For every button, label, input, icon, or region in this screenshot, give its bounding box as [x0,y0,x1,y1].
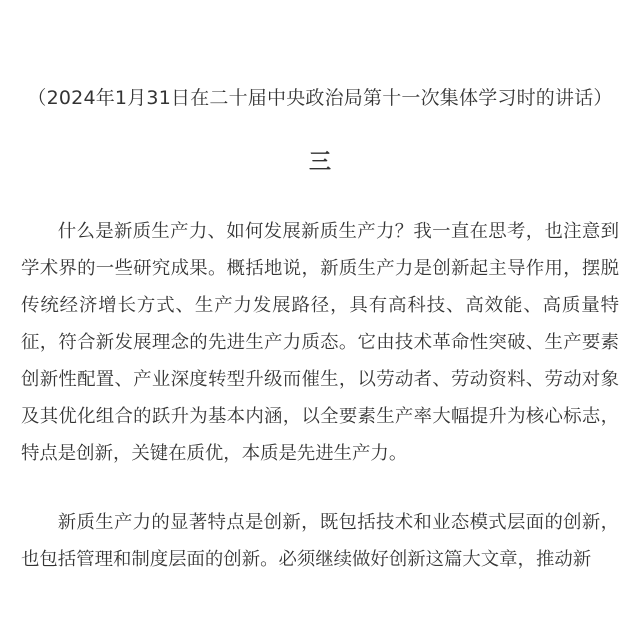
article-body [21,213,619,610]
paragraph-1: 什么是新质生产力、如何发展新质生产力？我一直在思考，也注意到学术界的一些研究成果。概括地说，新质生产力是创新起主导作用，摆脱传统经济增长方式、生产力发展路径，具有高科技、高效能、高质量特征，符合新发展理念的先进生产力质态。它由技术革命性突破、生产要素创新性配置、产业深度转型升级而催生，以劳动者、劳动资料、劳动对象及其优化组合的跃升为基本内涵，以全要素生产率大幅提升为核心标志，特点是创新，关键在质优，本质是先进生产力。 [21,221,619,464]
article-subtitle: （2024年1月31日在二十届中央政治局第十一次集体学习时的讲话） [27,87,613,109]
paragraph-2: 新质生产力的显著特点是创新，既包括技术和业态模式层面的创新，也包括管理和制度层面的创新。必须继续做好创新这篇大文章，推动新 [21,512,619,570]
section-heading: 三 [308,150,331,175]
